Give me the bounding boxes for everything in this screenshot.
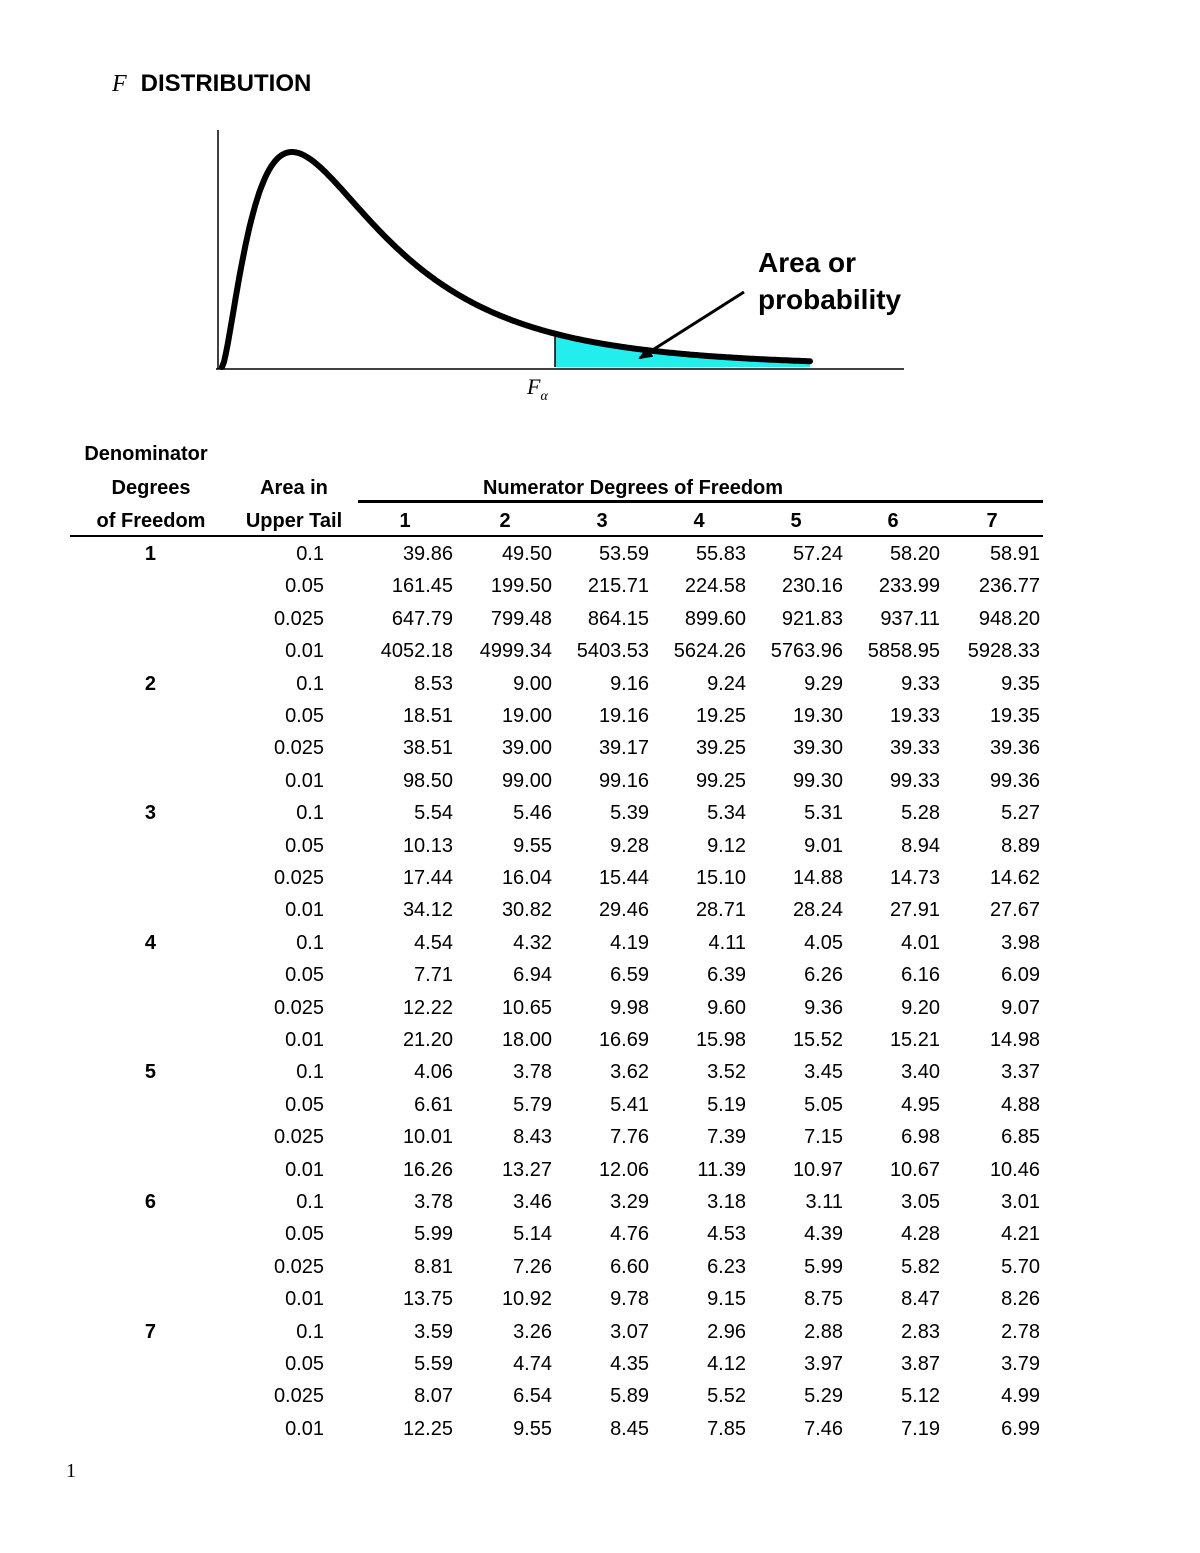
f-value-cell: 4.21 — [1001, 1223, 1040, 1246]
f-value-cell: 19.16 — [598, 705, 649, 727]
f-value-cell: 5.19 — [707, 1093, 746, 1116]
f-value-cell: 3.45 — [804, 1061, 843, 1084]
area-cell: 0.05 — [285, 705, 324, 727]
f-value-cell: 12.06 — [598, 1158, 649, 1181]
area-cell: 0.05 — [285, 1093, 324, 1116]
f-value-cell: 4.28 — [901, 1223, 940, 1246]
f-value-cell: 9.36 — [804, 996, 843, 1019]
numerator-col-header-1: 1 — [399, 510, 411, 532]
area-cell: 0.01 — [285, 1158, 324, 1181]
f-value-cell: 9.00 — [513, 672, 552, 695]
f-value-cell: 2.88 — [804, 1320, 843, 1343]
f-value-cell: 15.21 — [889, 1029, 940, 1051]
f-value-cell: 19.35 — [989, 705, 1040, 727]
area-cell: 0.1 — [296, 931, 324, 954]
f-value-cell: 4.95 — [901, 1093, 940, 1116]
area-cell: 0.025 — [273, 737, 324, 760]
f-value-cell: 5624.26 — [673, 640, 746, 663]
f-value-cell: 19.00 — [501, 705, 552, 727]
denominator-dof-cell: 6 — [144, 1191, 156, 1213]
f-value-cell: 27.67 — [989, 899, 1040, 922]
area-annotation — [758, 244, 901, 318]
area-cell: 0.1 — [296, 672, 324, 695]
f-value-cell: 8.26 — [1001, 1288, 1040, 1311]
f-value-cell: 4.11 — [708, 931, 746, 954]
f-value-cell: 99.30 — [792, 769, 843, 792]
area-cell: 0.01 — [285, 1288, 324, 1311]
f-value-cell: 4.53 — [707, 1223, 746, 1246]
f-value-cell: 8.07 — [414, 1385, 453, 1408]
f-value-cell: 27.91 — [889, 899, 940, 922]
f-value-cell: 30.82 — [501, 899, 552, 922]
f-value-cell: 14.73 — [889, 867, 940, 889]
f-value-cell: 10.46 — [989, 1158, 1040, 1181]
f-value-cell: 5.79 — [513, 1093, 552, 1116]
f-value-cell: 9.60 — [707, 996, 746, 1019]
f-value-cell: 39.36 — [989, 737, 1040, 760]
f-value-cell: 10.01 — [402, 1126, 453, 1149]
f-value-cell: 3.97 — [804, 1353, 843, 1375]
table-header-rule — [70, 535, 1043, 537]
f-value-cell: 5.54 — [414, 802, 453, 825]
f-value-cell: 9.35 — [1001, 672, 1040, 695]
f-value-cell: 7.71 — [414, 964, 453, 987]
f-value-cell: 7.19 — [901, 1417, 940, 1440]
f-value-cell: 19.25 — [695, 705, 746, 727]
table-row — [0, 1061, 1200, 1093]
denominator-dof-cell: 5 — [144, 1061, 156, 1084]
area-cell: 0.1 — [296, 1191, 324, 1213]
f-value-cell: 6.94 — [513, 964, 552, 987]
f-value-cell: 4.01 — [901, 931, 940, 954]
table-row — [0, 770, 1200, 802]
table-row — [0, 673, 1200, 705]
area-cell: 0.1 — [296, 1320, 324, 1343]
f-value-cell: 8.81 — [414, 1255, 453, 1278]
f-value-cell: 233.99 — [878, 575, 940, 598]
numerator-col-header-4: 4 — [693, 510, 705, 532]
f-value-cell: 5.99 — [414, 1223, 453, 1246]
f-value-cell: 5.39 — [610, 802, 649, 825]
f-value-cell: 7.46 — [804, 1417, 843, 1440]
f-value-cell: 99.25 — [695, 769, 746, 792]
f-value-cell: 8.45 — [610, 1417, 649, 1440]
f-value-cell: 8.89 — [1001, 834, 1040, 857]
f-value-cell: 39.86 — [402, 543, 453, 565]
f-value-cell: 6.39 — [707, 964, 746, 987]
table-row — [0, 1385, 1200, 1417]
f-value-cell: 199.50 — [490, 575, 552, 598]
f-value-cell: 5.28 — [901, 802, 940, 825]
f-value-cell: 12.22 — [402, 996, 453, 1019]
f-value-cell: 3.52 — [707, 1061, 746, 1084]
f-value-cell: 8.43 — [513, 1126, 552, 1149]
f-value-cell: 99.36 — [989, 769, 1040, 792]
annotation-line-2: probability — [758, 284, 902, 315]
table-row — [0, 1029, 1200, 1061]
f-value-cell: 6.99 — [1001, 1417, 1040, 1440]
table-row — [0, 1223, 1200, 1255]
f-value-cell: 5.89 — [610, 1385, 649, 1408]
f-value-cell: 3.11 — [805, 1191, 843, 1213]
table-row — [0, 932, 1200, 964]
f-value-cell: 4.05 — [804, 931, 843, 954]
f-value-cell: 4052.18 — [380, 640, 453, 663]
f-value-cell: 18.00 — [501, 1029, 552, 1051]
f-value-cell: 3.07 — [610, 1320, 649, 1343]
area-cell: 0.01 — [285, 769, 324, 792]
table-row — [0, 1159, 1200, 1191]
f-value-cell: 4.54 — [414, 931, 453, 954]
header-area-line-1: Area in — [260, 477, 328, 499]
f-value-cell: 39.30 — [792, 737, 843, 760]
area-cell: 0.05 — [285, 964, 324, 987]
numerator-col-header-2: 2 — [499, 510, 511, 532]
f-value-cell: 5.34 — [707, 802, 746, 825]
f-value-cell: 29.46 — [598, 899, 649, 922]
area-cell: 0.025 — [273, 1126, 324, 1149]
critical-label-alpha: α — [540, 389, 548, 404]
f-value-cell: 8.47 — [901, 1288, 940, 1311]
f-value-cell: 5.05 — [804, 1093, 843, 1116]
f-value-cell: 6.98 — [901, 1126, 940, 1149]
f-value-cell: 21.20 — [402, 1029, 453, 1051]
f-value-cell: 2.96 — [707, 1320, 746, 1343]
f-value-cell: 39.25 — [695, 737, 746, 760]
f-value-cell: 13.27 — [501, 1158, 552, 1181]
f-value-cell: 4.12 — [707, 1353, 746, 1375]
f-value-cell: 19.30 — [792, 705, 843, 727]
f-value-cell: 16.26 — [402, 1158, 453, 1181]
f-value-cell: 6.26 — [804, 964, 843, 987]
f-value-cell: 4.76 — [610, 1223, 649, 1246]
table-row — [0, 1126, 1200, 1158]
f-value-cell: 3.78 — [513, 1061, 552, 1084]
density-curve — [222, 152, 810, 367]
f-value-cell: 3.62 — [610, 1061, 649, 1084]
f-value-cell: 3.26 — [513, 1320, 552, 1343]
f-value-cell: 9.28 — [610, 834, 649, 857]
f-value-cell: 5.82 — [901, 1255, 940, 1278]
area-cell: 0.05 — [285, 1353, 324, 1375]
f-value-cell: 6.54 — [513, 1385, 552, 1408]
f-value-cell: 53.59 — [598, 543, 649, 565]
f-value-cell: 9.20 — [901, 996, 940, 1019]
critical-label-f: F — [527, 374, 541, 399]
f-value-cell: 215.71 — [587, 575, 649, 598]
f-value-cell: 5858.95 — [867, 640, 940, 663]
f-value-cell: 3.05 — [901, 1191, 940, 1213]
table-row — [0, 1353, 1200, 1385]
f-value-cell: 5.46 — [513, 802, 552, 825]
f-value-cell: 6.59 — [610, 964, 649, 987]
f-value-cell: 4.39 — [804, 1223, 843, 1246]
area-cell: 0.01 — [285, 640, 324, 663]
f-value-cell: 39.33 — [889, 737, 940, 760]
denominator-dof-cell: 1 — [144, 543, 156, 565]
f-value-cell: 948.20 — [978, 607, 1040, 630]
f-value-cell: 98.50 — [402, 769, 453, 792]
f-value-cell: 99.00 — [501, 769, 552, 792]
f-value-cell: 39.00 — [501, 737, 552, 760]
table-row — [0, 1321, 1200, 1353]
f-value-cell: 5.29 — [804, 1385, 843, 1408]
f-value-cell: 9.98 — [610, 996, 649, 1019]
header-denominator-line-3: of Freedom — [96, 510, 206, 532]
header-denominator-line-1: Denominator — [84, 443, 208, 465]
f-value-cell: 3.87 — [901, 1353, 940, 1375]
table-row — [0, 899, 1200, 931]
table-row — [0, 705, 1200, 737]
f-value-cell: 49.50 — [501, 543, 552, 565]
denominator-dof-cell: 2 — [144, 672, 156, 695]
f-value-cell: 161.45 — [391, 575, 453, 598]
table-row — [0, 867, 1200, 899]
annotation-line-1: Area or — [758, 247, 857, 278]
f-value-cell: 3.18 — [707, 1191, 746, 1213]
f-value-cell: 10.92 — [501, 1288, 552, 1311]
f-value-cell: 19.33 — [889, 705, 940, 727]
area-cell: 0.05 — [285, 1223, 324, 1246]
title-variable: F — [112, 71, 127, 97]
f-distribution-figure — [0, 0, 1200, 420]
f-value-cell: 55.83 — [695, 543, 746, 565]
f-value-cell: 9.12 — [707, 834, 746, 857]
f-value-cell: 8.53 — [414, 672, 453, 695]
f-value-cell: 937.11 — [880, 607, 940, 630]
f-value-cell: 5.27 — [1001, 802, 1040, 825]
area-cell: 0.01 — [285, 1417, 324, 1440]
f-value-cell: 5403.53 — [576, 640, 649, 663]
f-value-cell: 6.85 — [1001, 1126, 1040, 1149]
f-value-cell: 3.98 — [1001, 931, 1040, 954]
area-cell: 0.025 — [273, 1385, 324, 1408]
f-value-cell: 5.12 — [901, 1385, 940, 1408]
f-value-cell: 9.16 — [610, 672, 649, 695]
f-value-cell: 12.25 — [402, 1417, 453, 1440]
f-value-cell: 4.88 — [1001, 1093, 1040, 1116]
f-value-cell: 7.76 — [610, 1126, 649, 1149]
f-value-cell: 39.17 — [598, 737, 649, 760]
f-value-cell: 5.70 — [1001, 1255, 1040, 1278]
f-value-cell: 921.83 — [781, 607, 843, 630]
table-row — [0, 802, 1200, 834]
f-value-cell: 8.94 — [901, 834, 940, 857]
f-value-cell: 9.07 — [1001, 996, 1040, 1019]
area-cell: 0.01 — [285, 1029, 324, 1051]
title-text: DISTRIBUTION — [140, 70, 312, 97]
numerator-col-header-7: 7 — [986, 510, 998, 532]
f-value-cell: 5.31 — [804, 802, 843, 825]
f-value-cell: 6.61 — [414, 1093, 453, 1116]
numerator-header-rule — [358, 500, 1043, 503]
f-value-cell: 7.85 — [707, 1417, 746, 1440]
f-value-cell: 9.24 — [707, 672, 746, 695]
f-value-cell: 99.16 — [598, 769, 649, 792]
area-cell: 0.01 — [285, 899, 324, 922]
table-row — [0, 964, 1200, 996]
f-value-cell: 10.67 — [889, 1158, 940, 1181]
table-row — [0, 1418, 1200, 1450]
f-value-cell: 5.14 — [513, 1223, 552, 1246]
table-row — [0, 575, 1200, 607]
area-cell: 0.1 — [296, 543, 324, 565]
f-value-cell: 899.60 — [684, 607, 746, 630]
f-value-cell: 3.46 — [513, 1191, 552, 1213]
f-value-cell: 9.55 — [513, 834, 552, 857]
f-value-cell: 9.55 — [513, 1417, 552, 1440]
f-value-cell: 11.39 — [697, 1158, 746, 1181]
critical-value-label — [527, 374, 548, 404]
denominator-dof-cell: 3 — [144, 802, 156, 825]
header-denominator-line-2: Degrees — [111, 477, 191, 499]
f-value-cell: 6.23 — [707, 1255, 746, 1278]
f-value-cell: 57.24 — [792, 543, 843, 565]
f-value-cell: 6.16 — [901, 964, 940, 987]
f-value-cell: 5928.33 — [967, 640, 1040, 663]
f-value-cell: 17.44 — [402, 867, 453, 889]
f-value-cell: 14.98 — [989, 1029, 1040, 1051]
f-value-cell: 647.79 — [391, 607, 453, 630]
f-value-cell: 8.75 — [804, 1288, 843, 1311]
f-value-cell: 15.44 — [598, 867, 649, 889]
f-value-cell: 28.71 — [695, 899, 746, 922]
f-value-cell: 4999.34 — [479, 640, 552, 663]
f-value-cell: 58.20 — [889, 543, 940, 565]
header-numerator: Numerator Degrees of Freedom — [482, 477, 784, 499]
area-cell: 0.025 — [273, 607, 324, 630]
f-value-cell: 10.65 — [501, 996, 552, 1019]
f-value-cell: 16.69 — [598, 1029, 649, 1051]
f-value-cell: 7.15 — [804, 1126, 843, 1149]
header-area-line-2: Upper Tail — [245, 510, 343, 532]
f-value-cell: 58.91 — [989, 543, 1040, 565]
f-value-cell: 224.58 — [684, 575, 746, 598]
f-value-cell: 5763.96 — [770, 640, 843, 663]
f-value-cell: 9.15 — [707, 1288, 746, 1311]
area-cell: 0.025 — [273, 1255, 324, 1278]
numerator-col-header-3: 3 — [596, 510, 608, 532]
area-cell: 0.025 — [273, 996, 324, 1019]
table-row — [0, 1288, 1200, 1320]
table-row — [0, 1094, 1200, 1126]
table-row — [0, 608, 1200, 640]
f-value-cell: 799.48 — [490, 607, 552, 630]
area-cell: 0.1 — [296, 802, 324, 825]
f-value-cell: 28.24 — [792, 899, 843, 922]
f-value-cell: 14.62 — [989, 867, 1040, 889]
f-value-cell: 9.78 — [610, 1288, 649, 1311]
denominator-dof-cell: 4 — [144, 931, 156, 954]
f-value-cell: 7.39 — [707, 1126, 746, 1149]
f-value-cell: 38.51 — [402, 737, 453, 760]
f-value-cell: 7.26 — [513, 1255, 552, 1278]
f-value-cell: 5.99 — [804, 1255, 843, 1278]
f-value-cell: 6.60 — [610, 1255, 649, 1278]
f-value-cell: 9.01 — [804, 834, 843, 857]
f-value-cell: 5.41 — [610, 1093, 649, 1116]
table-row — [0, 640, 1200, 672]
page-number: 1 — [66, 1460, 76, 1482]
f-value-cell: 2.83 — [901, 1320, 940, 1343]
f-value-cell: 10.97 — [792, 1158, 843, 1181]
f-value-cell: 13.75 — [402, 1288, 453, 1311]
table-row — [0, 997, 1200, 1029]
f-value-cell: 3.29 — [610, 1191, 649, 1213]
f-value-cell: 34.12 — [402, 899, 453, 922]
f-value-cell: 864.15 — [587, 607, 649, 630]
table-row — [0, 737, 1200, 769]
f-value-cell: 3.40 — [901, 1061, 940, 1084]
area-cell: 0.025 — [273, 867, 324, 889]
numerator-col-header-5: 5 — [790, 510, 802, 532]
f-value-cell: 15.52 — [792, 1029, 843, 1051]
annotation-arrow — [640, 292, 744, 358]
f-value-cell: 9.29 — [804, 672, 843, 695]
f-value-cell: 14.88 — [792, 867, 843, 889]
f-value-cell: 4.35 — [610, 1353, 649, 1375]
numerator-col-header-6: 6 — [887, 510, 899, 532]
area-cell: 0.05 — [285, 575, 324, 598]
f-value-cell: 236.77 — [978, 575, 1040, 598]
f-value-cell: 4.99 — [1001, 1385, 1040, 1408]
f-value-cell: 5.59 — [414, 1353, 453, 1375]
f-value-cell: 15.10 — [695, 867, 746, 889]
f-value-cell: 99.33 — [889, 769, 940, 792]
f-value-cell: 10.13 — [402, 834, 453, 857]
f-value-cell: 3.59 — [414, 1320, 453, 1343]
f-value-cell: 16.04 — [501, 867, 552, 889]
table-row — [0, 835, 1200, 867]
f-value-cell: 9.33 — [901, 672, 940, 695]
f-value-cell: 2.78 — [1001, 1320, 1040, 1343]
f-value-cell: 230.16 — [781, 575, 843, 598]
f-value-cell: 3.01 — [1001, 1191, 1040, 1213]
f-value-cell: 4.74 — [513, 1353, 552, 1375]
f-value-cell: 6.09 — [1001, 964, 1040, 987]
f-value-cell: 5.52 — [707, 1385, 746, 1408]
area-cell: 0.1 — [296, 1061, 324, 1084]
f-value-cell: 3.78 — [414, 1191, 453, 1213]
f-value-cell: 18.51 — [402, 705, 453, 727]
denominator-dof-cell: 7 — [144, 1320, 156, 1343]
f-value-cell: 3.37 — [1001, 1061, 1040, 1084]
area-cell: 0.05 — [285, 834, 324, 857]
table-row — [0, 1191, 1200, 1223]
f-value-cell: 15.98 — [695, 1029, 746, 1051]
f-value-cell: 4.06 — [414, 1061, 453, 1084]
table-row — [0, 543, 1200, 575]
f-value-cell: 3.79 — [1001, 1353, 1040, 1375]
f-value-cell: 4.32 — [513, 931, 552, 954]
table-row — [0, 1256, 1200, 1288]
f-value-cell: 4.19 — [610, 931, 649, 954]
